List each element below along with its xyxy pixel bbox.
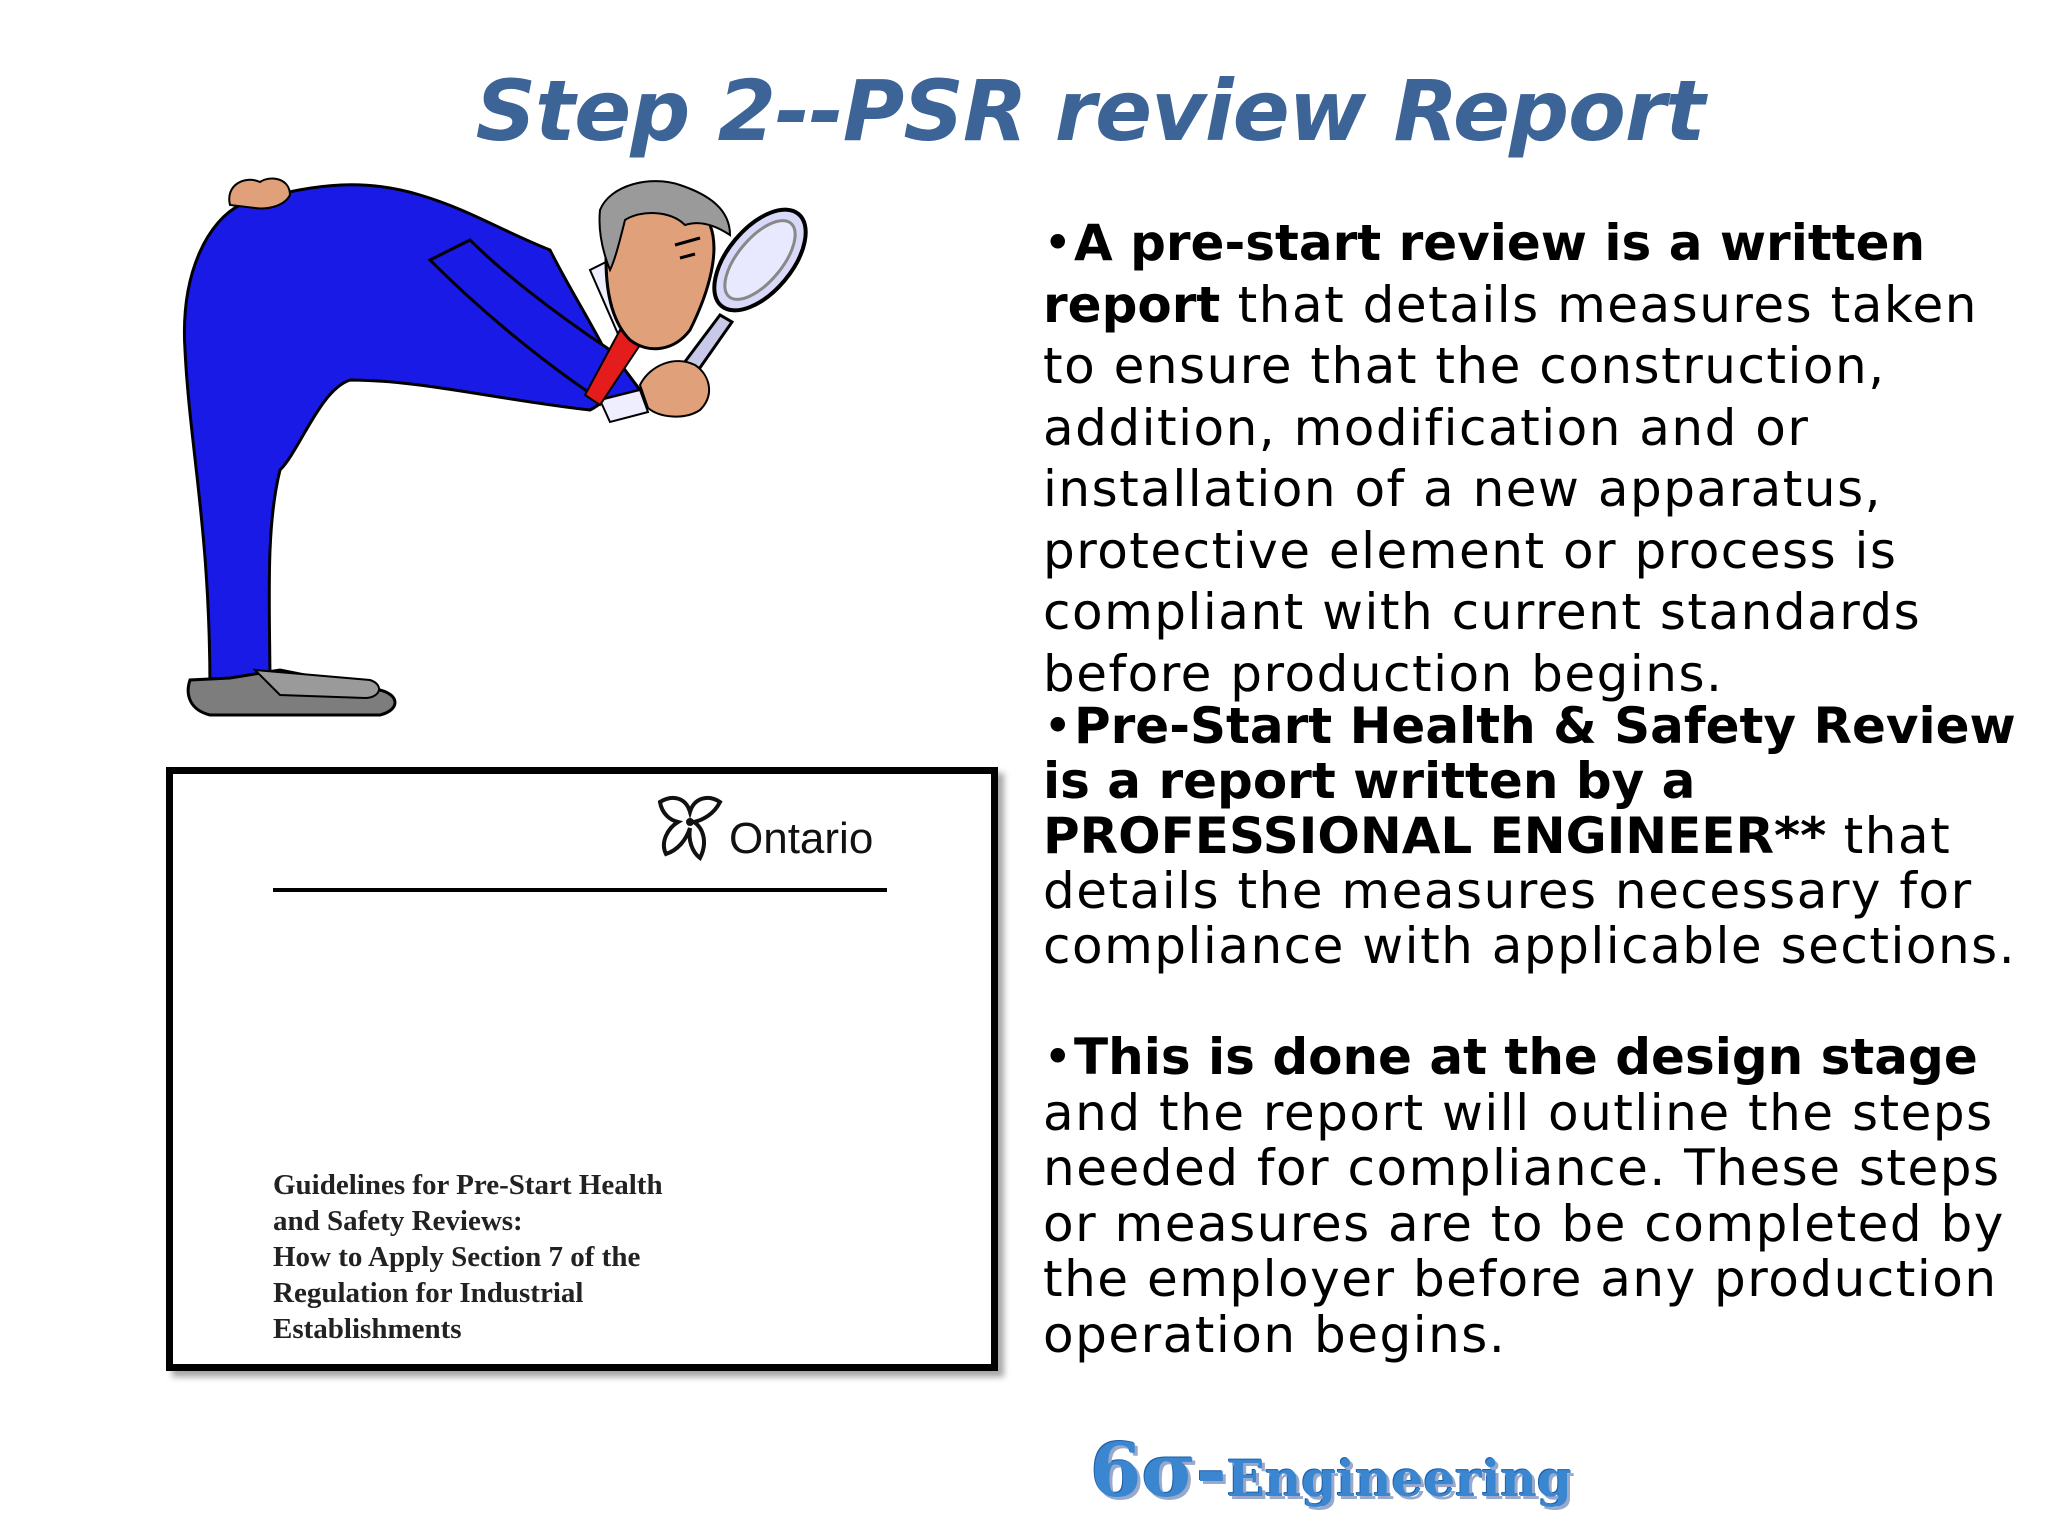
document-title-line: Guidelines for Pre-Start Health xyxy=(273,1169,663,1201)
bullet-body: that details the measures necessary for compliance with applicable sections. xyxy=(1043,807,2017,975)
brand-prefix: 6σ- xyxy=(1090,1428,1227,1514)
bullet-lead: Pre-Start Health & Safety Review is a report written by a PROFESSIONAL ENGINEER** xyxy=(1043,697,2016,865)
divider xyxy=(273,888,887,892)
guideline-document-cover xyxy=(166,767,998,1371)
slide-title: Step 2--PSR review Report xyxy=(475,62,1705,160)
bullet-paragraph-2 xyxy=(1043,699,2043,974)
document-title xyxy=(273,1167,873,1347)
brand-word: Engineering xyxy=(1226,1449,1572,1508)
brand-logo xyxy=(1090,1428,1572,1514)
bullet-lead: This is done at the design stage xyxy=(1074,1028,1978,1086)
ontario-logo-text: Ontario xyxy=(729,814,874,863)
bullet-lead: A pre-start review is a written report xyxy=(1043,214,1926,334)
bullet-marker: • xyxy=(1043,697,1074,755)
inspector-illustration xyxy=(170,150,830,744)
document-title-line: Regulation for Industrial xyxy=(273,1277,584,1309)
trillium-logo-icon xyxy=(648,784,732,872)
bullet-body: that details measures taken to ensure that the construction, addition, modification and or installation of a new apparatus, protective element or process is compliant with current standards before production begins. xyxy=(1043,275,1978,703)
bullet-marker: • xyxy=(1043,214,1074,272)
document-title-line: How to Apply Section 7 of the xyxy=(273,1241,641,1273)
document-title-line: and Safety Reviews: xyxy=(273,1205,523,1237)
bullet-paragraph-3 xyxy=(1043,1030,2043,1364)
bullet-marker: • xyxy=(1043,1028,1074,1086)
bullet-paragraph-1 xyxy=(1043,213,2043,705)
bullet-body: and the report will outline the steps needed for compliance. These steps or measures are to be completed by the employer before any production operation begins. xyxy=(1043,1083,2005,1364)
document-title-line: Establishments xyxy=(273,1313,462,1345)
